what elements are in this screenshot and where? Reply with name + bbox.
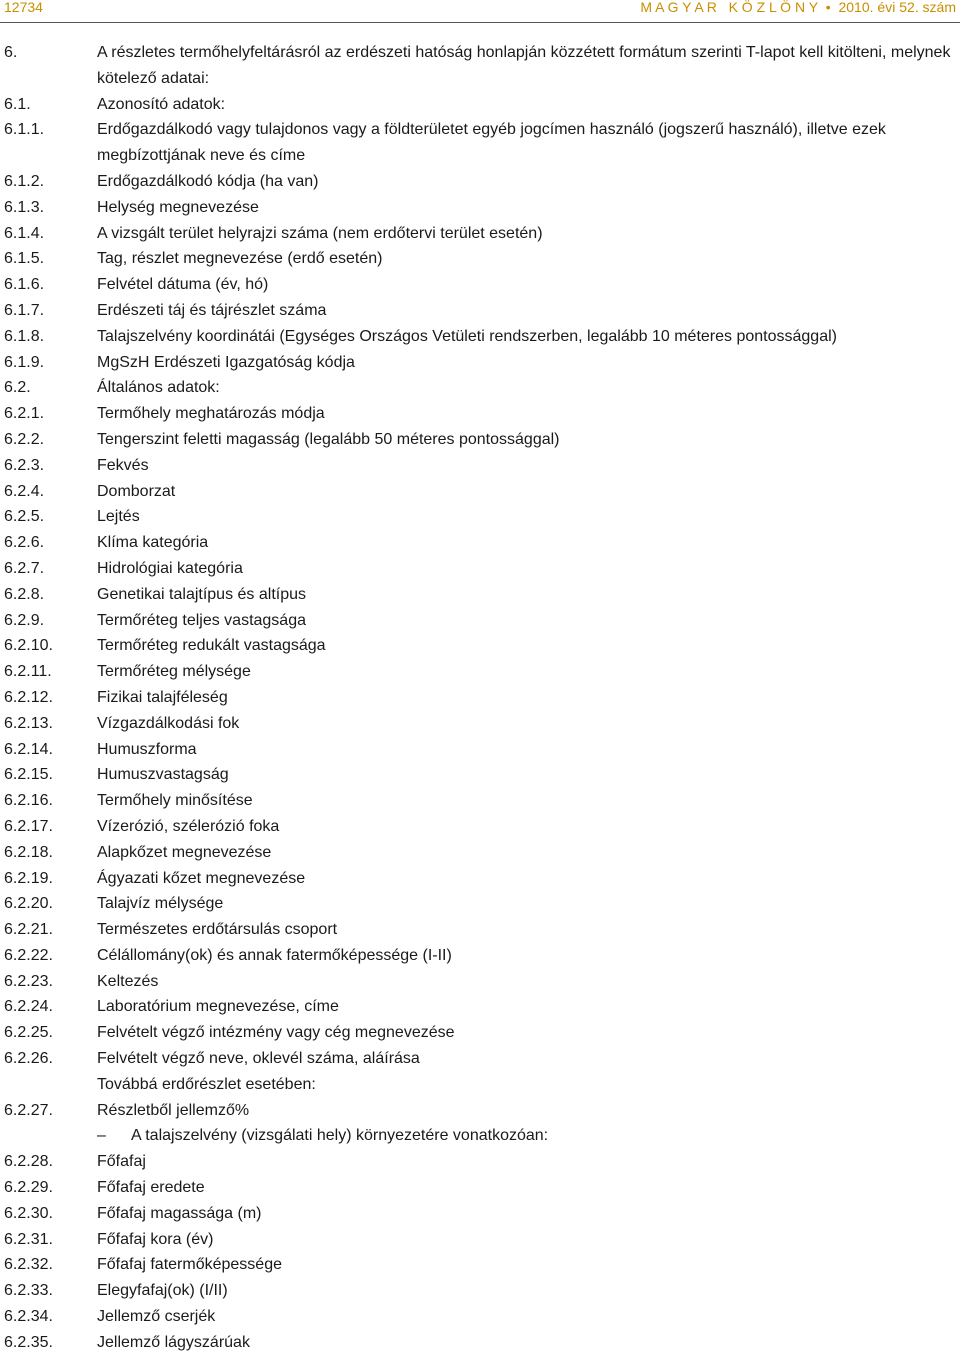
item-number bbox=[0, 1072, 97, 1098]
item-text: Termőréteg teljes vastagsága bbox=[97, 611, 306, 629]
item-number: 6.2.7. bbox=[4, 559, 45, 577]
list-item bbox=[0, 994, 960, 1020]
item-text: Domborzat bbox=[97, 482, 176, 500]
item-text: Főfafaj magassága (m) bbox=[97, 1204, 262, 1222]
item-number: 6.2.24. bbox=[4, 998, 53, 1016]
item-text: Termőhely meghatározás módja bbox=[97, 405, 325, 423]
item-number: 6.2.4. bbox=[4, 482, 45, 500]
item-number: 6.2.19. bbox=[4, 869, 53, 887]
list-item bbox=[0, 917, 960, 943]
item-text: Fekvés bbox=[97, 456, 149, 474]
list-item bbox=[0, 479, 960, 505]
list-item bbox=[0, 350, 960, 376]
item-text: Természetes erdőtársulás csoport bbox=[97, 921, 338, 939]
list-item bbox=[0, 969, 960, 995]
item-number: 6.2.33. bbox=[4, 1282, 53, 1300]
list-item bbox=[0, 117, 960, 169]
list-item bbox=[0, 788, 960, 814]
list-item bbox=[0, 375, 960, 401]
journal-name: M A G Y A R K Ö Z L Ö N Y bbox=[640, 0, 818, 15]
item-number: 6.2.17. bbox=[4, 817, 53, 835]
list-item bbox=[0, 1278, 960, 1304]
item-number: 6.2.2. bbox=[4, 430, 45, 448]
list-item bbox=[0, 943, 960, 969]
item-number: 6.1.4. bbox=[4, 224, 45, 242]
item-number: 6.1. bbox=[4, 95, 31, 113]
list-item bbox=[0, 556, 960, 582]
item-text: Főfafaj kora (év) bbox=[97, 1230, 214, 1248]
list-item bbox=[0, 1046, 960, 1072]
list-item bbox=[0, 866, 960, 892]
list-item bbox=[0, 504, 960, 530]
item-number: 6.1.1. bbox=[4, 121, 45, 139]
item-text: Felvételt végző intézmény vagy cég megnevezése bbox=[97, 1024, 455, 1042]
bullet-separator: • bbox=[825, 0, 831, 15]
item-text: Főfafaj bbox=[97, 1153, 146, 1171]
list-item bbox=[0, 1201, 960, 1227]
item-text: Humuszforma bbox=[97, 740, 197, 758]
list-item bbox=[0, 1252, 960, 1278]
item-number: 6.2.32. bbox=[4, 1256, 53, 1274]
list-item bbox=[0, 685, 960, 711]
list-item bbox=[0, 1330, 960, 1356]
list-item bbox=[0, 246, 960, 272]
item-text: Jellemző lágyszárúak bbox=[97, 1333, 250, 1351]
item-number: 6.1.6. bbox=[4, 276, 45, 294]
list-item bbox=[0, 633, 960, 659]
item-number: 6.2.18. bbox=[4, 843, 53, 861]
header-divider bbox=[0, 22, 960, 23]
item-number: 6.2.35. bbox=[4, 1333, 53, 1351]
item-number: 6. bbox=[4, 44, 18, 61]
item-text: Termőréteg mélysége bbox=[97, 663, 251, 681]
item-number: 6.2.9. bbox=[4, 611, 45, 629]
journal-title bbox=[640, 0, 956, 15]
list-item bbox=[0, 1123, 960, 1149]
item-number: 6.2.31. bbox=[4, 1230, 53, 1248]
item-number: 6.2.25. bbox=[4, 1024, 53, 1042]
item-text: Főfafaj eredete bbox=[97, 1179, 205, 1197]
item-number: 6.2.30. bbox=[4, 1204, 53, 1222]
list-item bbox=[0, 891, 960, 917]
item-number: 6.1.5. bbox=[4, 250, 45, 268]
item-text: A vizsgált terület helyrajzi száma (nem erdőtervi terület esetén) bbox=[97, 224, 543, 242]
list-item bbox=[0, 324, 960, 350]
list-item bbox=[0, 92, 960, 118]
item-number: 6.1.9. bbox=[4, 353, 45, 371]
list-item bbox=[0, 453, 960, 479]
item-number: 6.2.5. bbox=[4, 508, 45, 526]
list-item bbox=[0, 1072, 960, 1098]
list-item bbox=[0, 1175, 960, 1201]
item-number: 6.2.27. bbox=[4, 1101, 53, 1119]
item-text: Részletből jellemző% bbox=[97, 1101, 250, 1119]
item-text: Helység megnevezése bbox=[97, 198, 259, 216]
item-text: Főfafaj fatermőképessége bbox=[97, 1256, 282, 1274]
item-number: 6.2.26. bbox=[4, 1050, 53, 1068]
list-item bbox=[0, 1304, 960, 1330]
list-item bbox=[0, 530, 960, 556]
item-number: 6.2.11. bbox=[4, 663, 52, 681]
item-number: 6.2.12. bbox=[4, 688, 53, 706]
list-item bbox=[0, 762, 960, 788]
list-item bbox=[0, 427, 960, 453]
item-number: 6.2.13. bbox=[4, 714, 53, 732]
item-text: Klíma kategória bbox=[97, 534, 209, 552]
dash-bullet: – bbox=[97, 1127, 106, 1145]
list-item bbox=[0, 169, 960, 195]
item-text: Felvételt végző neve, oklevél száma, aláírása bbox=[97, 1050, 420, 1068]
item-text: Elegyfafaj(ok) (I/II) bbox=[97, 1282, 228, 1300]
list-item bbox=[0, 840, 960, 866]
list-item bbox=[0, 195, 960, 221]
item-text: Erdőgazdálkodó kódja (ha van) bbox=[97, 172, 319, 190]
item-text bbox=[97, 1123, 960, 1149]
item-number: 6.2.21. bbox=[4, 921, 53, 939]
list-item bbox=[0, 582, 960, 608]
list-item bbox=[0, 272, 960, 298]
page-header bbox=[0, 0, 960, 18]
list-item bbox=[0, 401, 960, 427]
item-number: 6.2.1. bbox=[4, 405, 45, 423]
item-number: 6.2.16. bbox=[4, 792, 53, 810]
item-text: MgSzH Erdészeti Igazgatóság kódja bbox=[97, 353, 355, 371]
list-item bbox=[0, 608, 960, 634]
item-text: Azonosító adatok: bbox=[97, 95, 226, 113]
item-number bbox=[0, 1123, 97, 1149]
list-item bbox=[0, 737, 960, 763]
item-number: 6.1.3. bbox=[4, 198, 45, 216]
document-body bbox=[0, 40, 960, 1356]
item-number: 6.2.28. bbox=[4, 1153, 53, 1171]
item-number: 6.2.20. bbox=[4, 895, 53, 913]
item-number: 6.2.14. bbox=[4, 740, 53, 758]
item-number: 6.2.34. bbox=[4, 1308, 53, 1326]
list-item bbox=[0, 711, 960, 737]
item-number: 6.2.3. bbox=[4, 456, 45, 474]
list-item bbox=[0, 221, 960, 247]
item-text: Vízerózió, szélerózió foka bbox=[97, 817, 280, 835]
item-text: Erdőgazdálkodó vagy tulajdonos vagy a földterületet egyéb jogcímen használó (jogszerű használó), illetve ezek megbízottjának neve és címe bbox=[97, 121, 886, 165]
page-number: 12734 bbox=[4, 0, 43, 15]
issue-label: 2010. évi 52. szám bbox=[838, 0, 956, 15]
item-text: Tag, részlet megnevezése (erdő esetén) bbox=[97, 250, 383, 268]
item-text: Célállomány(ok) és annak fatermőképessége (I-II) bbox=[97, 946, 452, 964]
item-text: Talajvíz mélysége bbox=[97, 895, 224, 913]
item-number: 6.2.10. bbox=[4, 637, 53, 655]
item-text: Talajszelvény koordinátái (Egységes Országos Vetületi rendszerben, legalább 10 méteres pontossággal) bbox=[97, 327, 837, 345]
item-text: Humuszvastagság bbox=[97, 766, 229, 784]
item-text: A részletes termőhelyfeltárásról az erdészeti hatóság honlapján közzétett formátum szerinti T-lapot kell kitölteni, melynek kötelező adatai: bbox=[97, 44, 951, 87]
item-text: Lejtés bbox=[97, 508, 140, 526]
item-text: Hidrológiai kategória bbox=[97, 559, 243, 577]
item-number: 6.2. bbox=[4, 379, 31, 397]
list-item bbox=[0, 1227, 960, 1253]
item-text: Termőhely minősítése bbox=[97, 792, 253, 810]
list-item bbox=[0, 1149, 960, 1175]
list-item bbox=[0, 298, 960, 324]
list-item bbox=[0, 814, 960, 840]
item-text-content: A talajszelvény (vizsgálati hely) környezetére vonatkozóan: bbox=[131, 1127, 549, 1145]
item-text: Erdészeti táj és tájrészlet száma bbox=[97, 301, 327, 319]
item-number: 6.2.29. bbox=[4, 1179, 53, 1197]
item-text: Továbbá erdőrészlet esetében: bbox=[97, 1075, 316, 1093]
item-number: 6.1.7. bbox=[4, 301, 45, 319]
item-number: 6.2.22. bbox=[4, 946, 53, 964]
item-text: Keltezés bbox=[97, 972, 159, 990]
list-item bbox=[0, 1098, 960, 1124]
item-text: Alapkőzet megnevezése bbox=[97, 843, 272, 861]
item-number: 6.1.2. bbox=[4, 172, 45, 190]
list-item bbox=[0, 40, 960, 92]
list-item bbox=[0, 1020, 960, 1046]
item-number: 6.2.23. bbox=[4, 972, 53, 990]
item-text: Termőréteg redukált vastagsága bbox=[97, 637, 326, 655]
item-number: 6.2.15. bbox=[4, 766, 53, 784]
item-number: 6.2.8. bbox=[4, 585, 45, 603]
item-text: Általános adatok: bbox=[97, 379, 220, 397]
item-text: Fizikai talajféleség bbox=[97, 688, 228, 706]
item-number: 6.1.8. bbox=[4, 327, 45, 345]
item-text: Genetikai talajtípus és altípus bbox=[97, 585, 307, 603]
list-item bbox=[0, 659, 960, 685]
item-text: Laboratórium megnevezése, címe bbox=[97, 998, 339, 1016]
item-text: Jellemző cserjék bbox=[97, 1308, 216, 1326]
item-text: Tengerszint feletti magasság (legalább 50 méteres pontossággal) bbox=[97, 430, 560, 448]
item-text: Felvétel dátuma (év, hó) bbox=[97, 276, 269, 294]
item-text: Ágyazati kőzet megnevezése bbox=[97, 869, 306, 887]
item-text: Vízgazdálkodási fok bbox=[97, 714, 240, 732]
item-number: 6.2.6. bbox=[4, 534, 45, 552]
